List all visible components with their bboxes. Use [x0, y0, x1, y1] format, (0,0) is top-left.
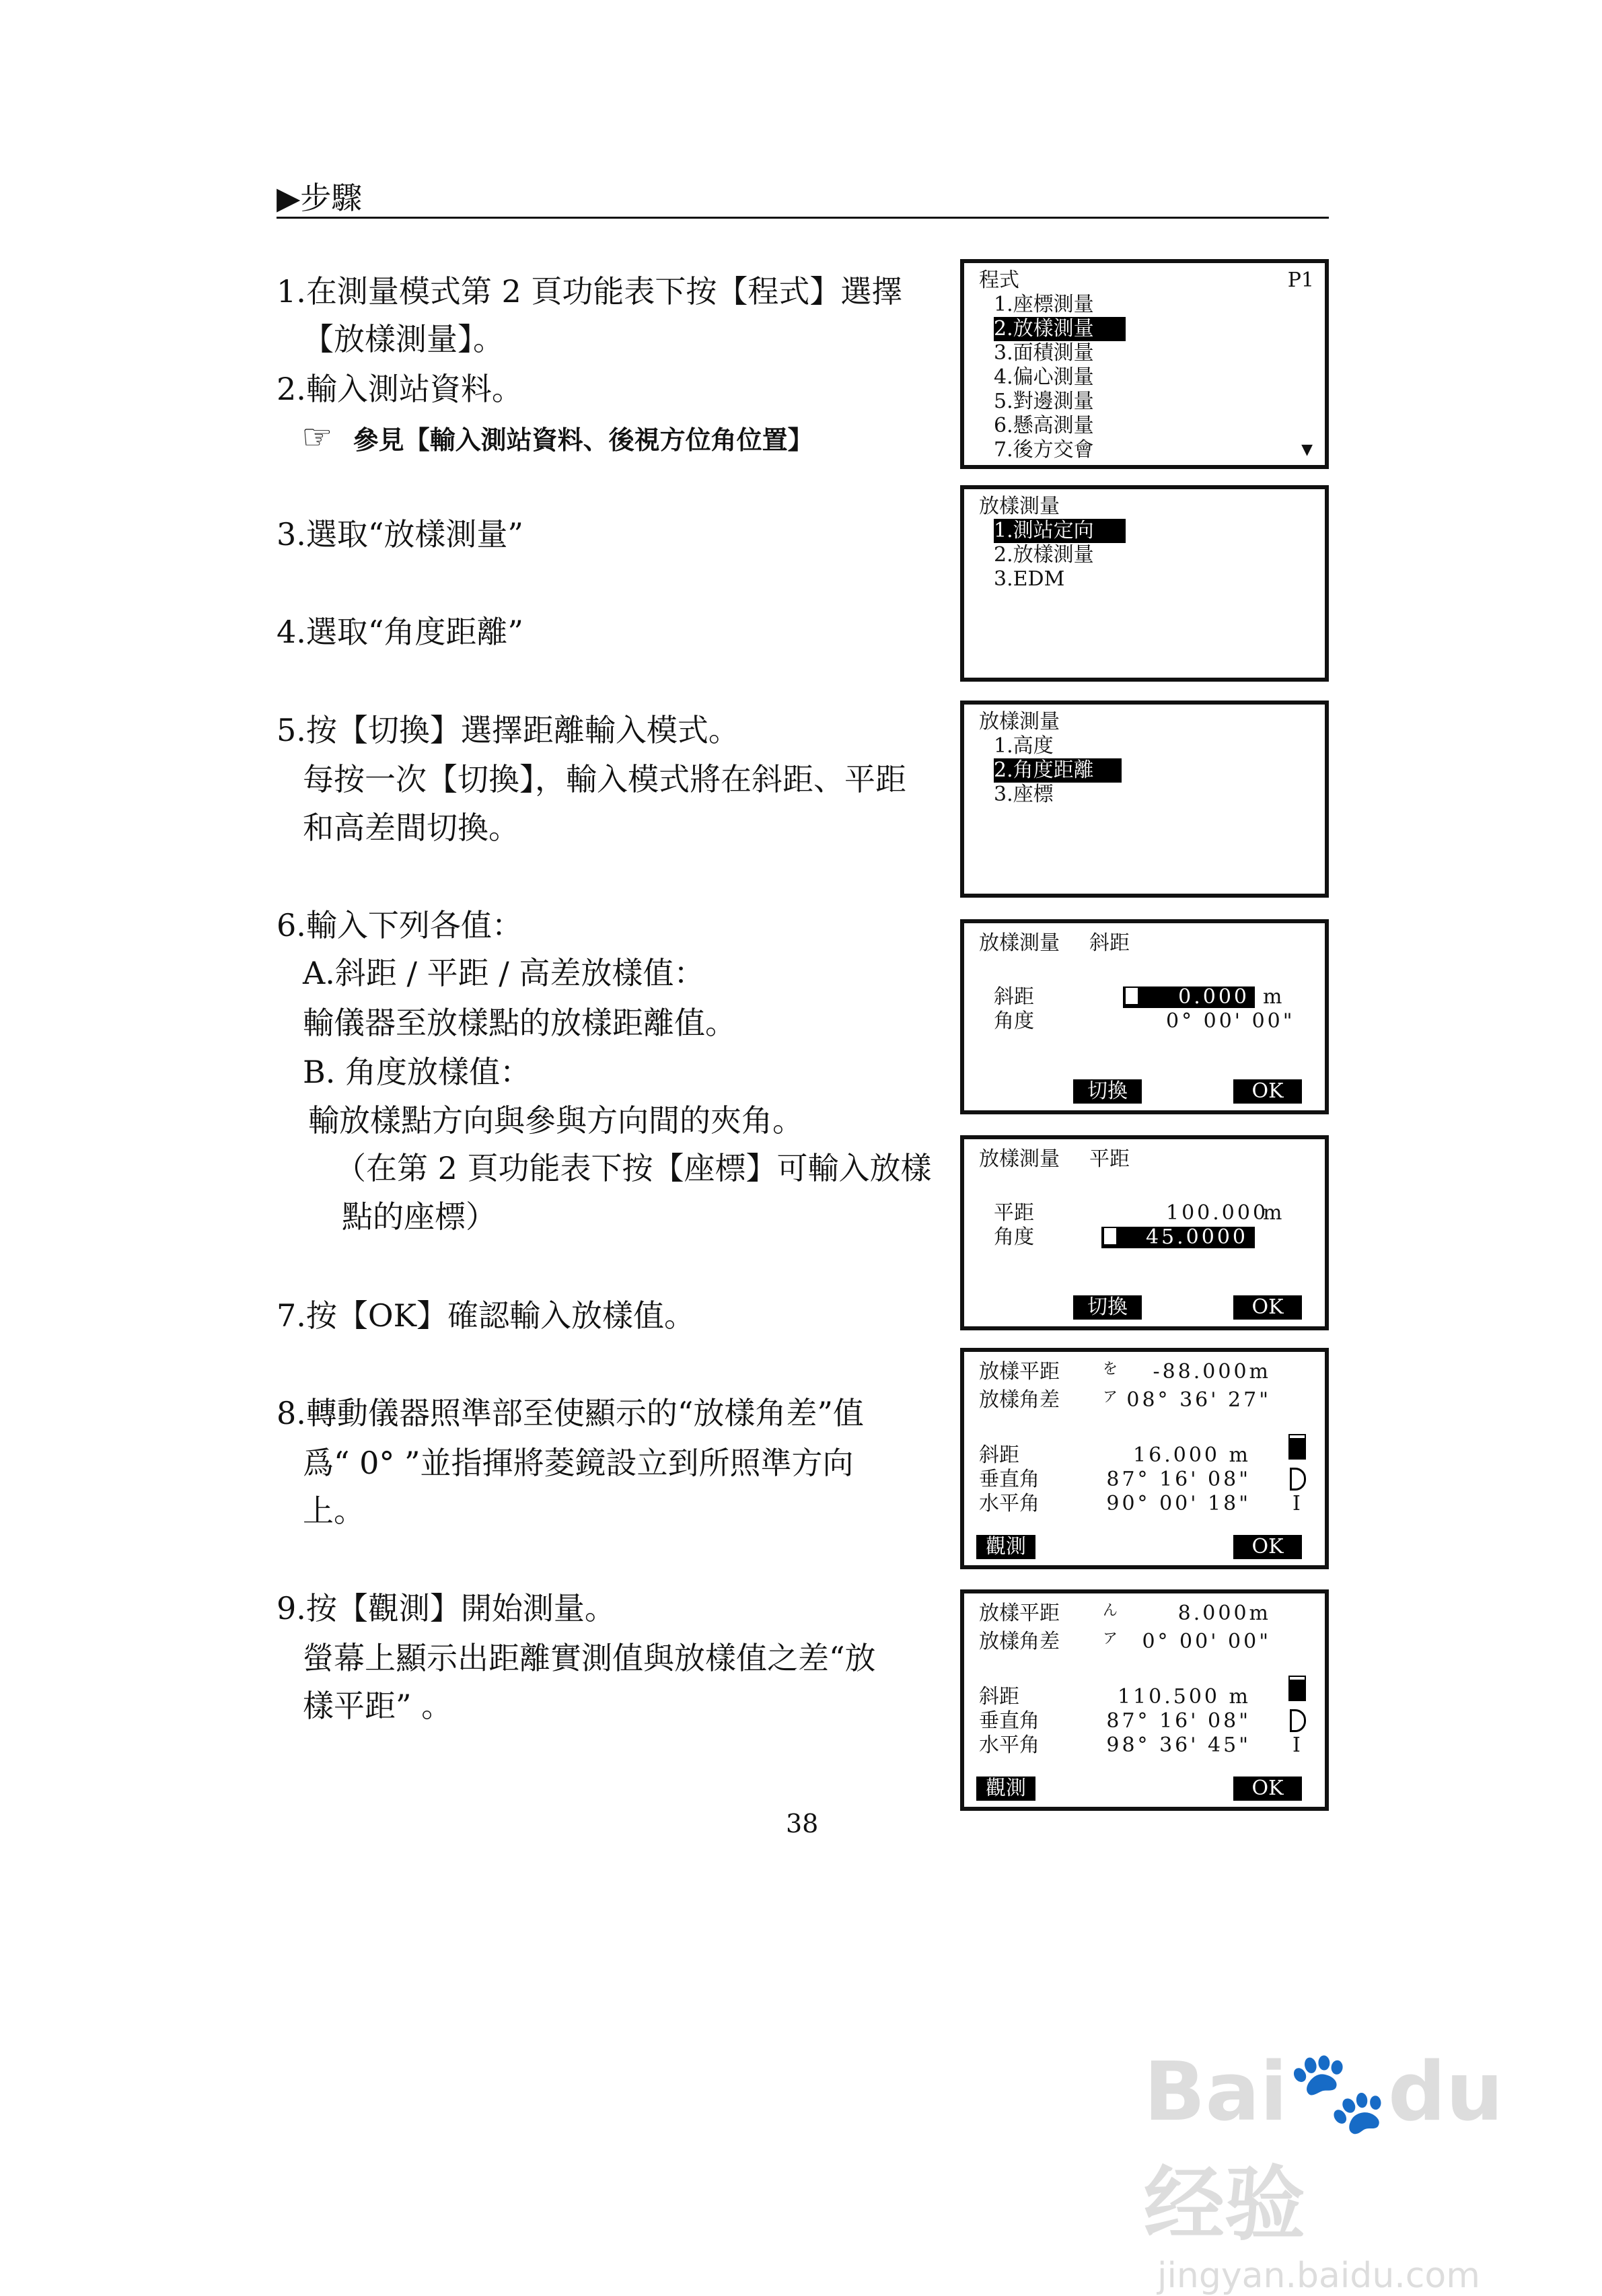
- angle-value[interactable]: 0° 00' 00": [1166, 1009, 1295, 1033]
- field-label: 角度: [994, 1009, 1034, 1033]
- switch-button[interactable]: 切換: [1073, 1295, 1142, 1320]
- instruction-line: B. 角度放樣值：: [303, 1054, 532, 1090]
- field-value: 8.000m: [1177, 1602, 1271, 1625]
- instruction-line: 2.輸入測站資料。: [277, 371, 523, 407]
- ok-button[interactable]: OK: [1233, 1535, 1302, 1559]
- field-label: 放樣角差: [979, 1630, 1060, 1653]
- screen-title: 放樣測量: [979, 1147, 1060, 1171]
- instruction-line: 每按一次【切換】，輸入模式將在斜距、平距: [303, 761, 906, 797]
- lcd-screen-horizontal-distance-input: [960, 1135, 1329, 1330]
- instruction-line: 6.輸入下列各值：: [277, 907, 523, 943]
- instruction-line: 8.轉動儀器照準部至使顯示的“放樣角差”值: [277, 1395, 864, 1431]
- pointing-hand-icon: ☞: [301, 417, 333, 458]
- lcd-screen-stakeout-menu: [960, 485, 1329, 682]
- field-value: 0° 00' 00": [1142, 1630, 1271, 1653]
- lcd-screen-program-menu: [960, 259, 1329, 469]
- direction-indicator: を: [1103, 1361, 1118, 1377]
- direction-indicator: ア: [1103, 1630, 1118, 1647]
- screen-title: 放樣測量: [979, 495, 1060, 518]
- screen-title: 放樣測量: [979, 710, 1060, 733]
- field-value: 87° 16' 08": [1106, 1709, 1251, 1733]
- instruction-line: 輸儀器至放樣點的放樣距離值。: [303, 1005, 736, 1041]
- field-value: 87° 16' 08": [1106, 1468, 1251, 1491]
- angle-input[interactable]: 45.0000: [1101, 1227, 1255, 1248]
- instruction-line: 點的座標）: [342, 1198, 497, 1235]
- field-label: 垂直角: [979, 1709, 1040, 1733]
- instruction-line: 樣平距” 。: [303, 1688, 453, 1724]
- menu-item[interactable]: 4.偏心測量: [994, 365, 1094, 389]
- field-label: 斜距: [979, 1685, 1019, 1709]
- instruction-line: 4.選取“角度距離”: [277, 614, 523, 650]
- lcd-screen-stakeout-result-1: [960, 1348, 1329, 1569]
- scroll-down-icon[interactable]: ▼: [1301, 441, 1313, 458]
- instruction-line: 輸放樣點方向與參與方向間的夾角。: [308, 1102, 803, 1139]
- menu-item-selected[interactable]: 2.角度距離: [994, 758, 1122, 783]
- cursor: [1126, 988, 1138, 1004]
- instruction-line: A.斜距 / 平距 / 高差放樣值：: [303, 955, 705, 991]
- direction-indicator: ん: [1103, 1602, 1118, 1619]
- input-mode: 平距: [1089, 1147, 1130, 1171]
- instruction-line: 螢幕上顯示出距離實測值與放樣值之差“放: [303, 1640, 876, 1676]
- switch-button[interactable]: 切換: [1073, 1079, 1142, 1104]
- field-value: 08° 36' 27": [1126, 1388, 1271, 1412]
- field-label: 水平角: [979, 1733, 1040, 1757]
- page-number: 38: [786, 1809, 819, 1838]
- unit: m: [1263, 985, 1282, 1009]
- field-label: 垂直角: [979, 1468, 1040, 1491]
- ok-button[interactable]: OK: [1233, 1777, 1302, 1801]
- menu-item[interactable]: 1.座標測量: [994, 293, 1094, 316]
- lcd-screen-stakeout-result-2: [960, 1589, 1329, 1811]
- field-label: 水平角: [979, 1492, 1040, 1515]
- instruction-line: 【放樣測量】。: [303, 321, 504, 357]
- prism-icon: [1290, 1709, 1306, 1732]
- ok-button[interactable]: OK: [1233, 1295, 1302, 1320]
- menu-item[interactable]: 6.懸高測量: [994, 414, 1094, 437]
- watermark-logo: Bai🐾du 经验 jingyan.baidu.com: [1144, 2046, 1504, 2296]
- page-indicator: P1: [1287, 268, 1314, 292]
- field-label: 斜距: [994, 985, 1034, 1009]
- menu-item[interactable]: 3.座標: [994, 783, 1054, 806]
- battery-icon: [1290, 1677, 1305, 1700]
- instruction-line: 9.按【觀測】開始測量。: [277, 1590, 616, 1626]
- instruction-line: 7.按【OK】確認輸入放樣值。: [277, 1297, 695, 1334]
- ok-button[interactable]: OK: [1233, 1079, 1302, 1104]
- prism-icon: [1290, 1468, 1306, 1491]
- menu-item[interactable]: 5.對邊測量: [994, 390, 1094, 413]
- field-label: 角度: [994, 1225, 1034, 1249]
- instruction-line: 5.按【切換】選擇距離輸入模式。: [277, 712, 739, 748]
- field-value: 98° 36' 45": [1106, 1733, 1251, 1757]
- instruction-line: 上。: [303, 1493, 365, 1529]
- reference-text: 參見【輸入測站資料、後視方位角位置】: [353, 425, 813, 455]
- battery-icon: [1290, 1435, 1305, 1458]
- field-value: -88.000m: [1153, 1360, 1271, 1384]
- measure-button[interactable]: 觀測: [976, 1777, 1035, 1801]
- field-label: 放樣平距: [979, 1602, 1060, 1625]
- distance-input[interactable]: 0.000: [1123, 986, 1255, 1008]
- field-label: 平距: [994, 1201, 1034, 1225]
- header-rule: [277, 217, 1329, 219]
- menu-item[interactable]: 7.後方交會: [994, 438, 1094, 462]
- input-mode: 斜距: [1089, 931, 1130, 955]
- instruction-line: （在第 2 頁功能表下按【座標】可輸入放樣: [335, 1150, 932, 1186]
- field-label: 放樣角差: [979, 1388, 1060, 1412]
- field-value: 90° 00' 18": [1106, 1492, 1251, 1515]
- field-label: 放樣平距: [979, 1360, 1060, 1384]
- instruction-line: 1.在測量模式第 2 頁功能表下按【程式】選擇: [277, 273, 903, 310]
- distance-value[interactable]: 100.000: [1166, 1201, 1269, 1225]
- menu-item[interactable]: 1.高度: [994, 734, 1054, 758]
- reference-note: [301, 417, 813, 458]
- section-header: ▶步驟: [277, 180, 363, 216]
- field-label: 斜距: [979, 1443, 1019, 1467]
- unit: m: [1263, 1201, 1282, 1225]
- instruction-line: 3.選取“放樣測量”: [277, 516, 523, 552]
- cursor: [1104, 1228, 1116, 1244]
- lcd-screen-stakeout-type: [960, 701, 1329, 898]
- menu-item[interactable]: 3.面積測量: [994, 341, 1094, 365]
- mode-indicator: I: [1292, 1492, 1301, 1515]
- screen-title: 程式: [979, 268, 1019, 292]
- menu-item-selected[interactable]: 1.測站定向: [994, 519, 1126, 543]
- menu-item-selected[interactable]: 2.放樣測量: [994, 317, 1126, 341]
- instruction-line: 和高差間切換。: [303, 810, 519, 846]
- instruction-line: 爲“ 0° ”並指揮將菱鏡設立到所照準方向: [303, 1445, 854, 1481]
- lcd-screen-slope-distance-input: [960, 919, 1329, 1114]
- measure-button[interactable]: 觀測: [976, 1535, 1035, 1559]
- field-value: 110.500 m: [1117, 1685, 1251, 1709]
- menu-item[interactable]: 3.EDM: [994, 567, 1065, 591]
- direction-indicator: ア: [1103, 1389, 1118, 1406]
- field-value: 16.000 m: [1133, 1443, 1251, 1467]
- mode-indicator: I: [1292, 1733, 1301, 1757]
- menu-item[interactable]: 2.放樣測量: [994, 543, 1094, 567]
- screen-title: 放樣測量: [979, 931, 1060, 955]
